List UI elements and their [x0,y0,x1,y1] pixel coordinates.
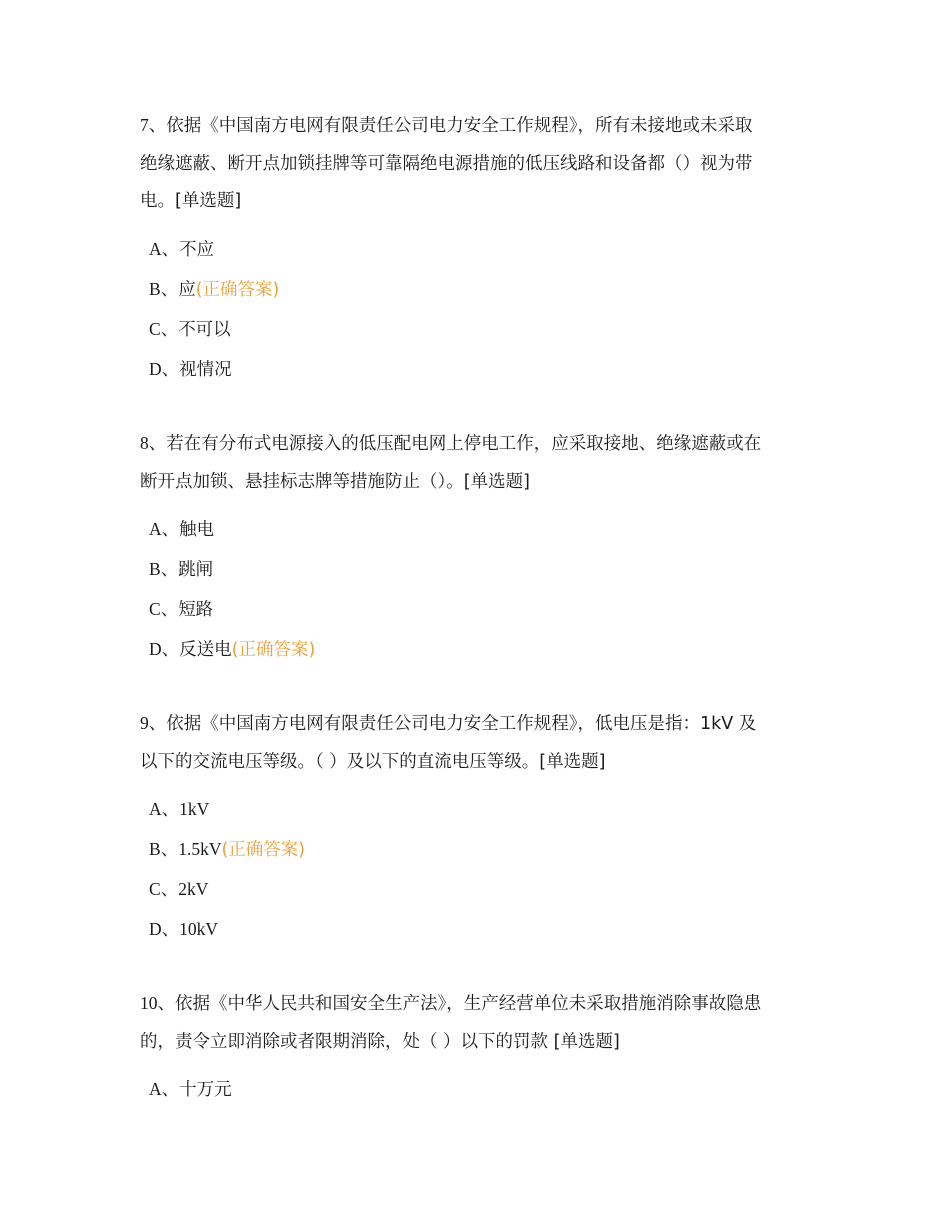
option-text: 跳闸 [178,560,214,580]
option-letter: A [149,519,162,539]
stem-line-3: 电。[单选题] [140,191,242,211]
option-letter: C [149,318,161,339]
stem-line-1: 、若在有分布式电源接入的低压配电网上停电工作，应采取接地、绝缘遮蔽或在 [148,434,762,454]
stem-line-1: 、依据《中华人民共和国安全生产法》，生产经营单位未采取措施消除事故隐患 [157,994,762,1014]
question-stem [140,985,820,1061]
option-separator: 、 [161,359,180,380]
option-separator: 、 [161,520,180,540]
option-c[interactable] [149,309,820,349]
option-b[interactable] [149,549,820,589]
question-number: 10 [140,993,158,1013]
option-c[interactable] [149,869,820,909]
option-letter: C [149,599,161,619]
option-separator: 、 [161,1080,180,1100]
option-letter: C [149,879,161,899]
option-text: 10kV [179,919,219,939]
option-text: 2kV [178,879,209,899]
option-a[interactable] [149,509,820,549]
option-text: 不应 [179,239,215,260]
question-stem [140,705,820,781]
option-letter: A [149,1079,162,1099]
option-c[interactable] [149,589,820,629]
option-list [140,509,820,669]
option-letter: D [149,639,162,659]
stem-line-1: 、依据《中国南方电网有限责任公司电力安全工作规程》，所有未接地或未采取 [148,116,753,136]
option-b[interactable] [149,829,820,869]
option-letter: B [149,278,161,299]
option-letter: A [149,238,162,259]
option-letter: A [149,799,162,819]
question-8 [140,425,820,669]
question-number: 9 [140,713,149,733]
option-separator: 、 [161,800,180,820]
option-letter: B [149,559,161,579]
correct-answer-mark: (正确答案) [195,279,280,300]
option-text: 视情况 [179,359,232,380]
option-text: 反送电 [179,640,232,660]
option-letter: D [149,919,162,939]
option-a[interactable] [149,1069,820,1109]
option-separator: 、 [160,560,179,580]
question-number: 8 [140,433,149,453]
option-text: 应 [178,279,196,300]
option-text: 不可以 [178,319,231,340]
question-7 [140,107,820,389]
option-text: 短路 [178,600,214,620]
option-separator: 、 [160,840,179,860]
stem-line-2: 断开点加锁、悬挂标志牌等措施防止（）。[单选题] [140,471,530,492]
option-a[interactable] [149,229,820,269]
option-text: 十万元 [179,1080,232,1100]
option-separator: 、 [160,880,179,900]
option-letter: B [149,839,161,859]
option-separator: 、 [160,319,179,340]
stem-line-1: 、依据《中国南方电网有限责任公司电力安全工作规程》，低电压是指：1kV 及 [148,714,757,734]
option-separator: 、 [161,640,180,660]
option-separator: 、 [160,279,179,300]
option-b[interactable] [149,269,820,309]
question-number: 7 [140,115,149,135]
option-list [140,789,820,949]
option-d[interactable] [149,909,820,949]
question-stem [140,425,820,501]
stem-line-2: 的，责令立即消除或者限期消除，处（ ）以下的罚款 [单选题] [140,1031,620,1052]
option-text: 1kV [179,799,210,819]
stem-line-2: 绝缘遮蔽、断开点加锁挂牌等可靠隔绝电源措施的低压线路和设备都（）视为带 [140,153,753,174]
question-9 [140,705,820,949]
option-separator: 、 [161,239,180,260]
question-stem [140,107,820,221]
option-text: 1.5kV [178,839,222,859]
stem-line-2: 以下的交流电压等级。（ ）及以下的直流电压等级。[单选题] [140,751,606,772]
option-separator: 、 [161,920,180,940]
correct-answer-mark: (正确答案) [231,640,316,660]
option-a[interactable] [149,789,820,829]
option-separator: 、 [160,600,179,620]
option-list [140,1069,820,1109]
option-d[interactable] [149,629,820,669]
option-list [140,229,820,389]
option-d[interactable] [149,349,820,389]
option-text: 触电 [179,520,215,540]
question-10 [140,985,820,1109]
option-letter: D [149,358,162,379]
correct-answer-mark: (正确答案) [221,840,306,860]
